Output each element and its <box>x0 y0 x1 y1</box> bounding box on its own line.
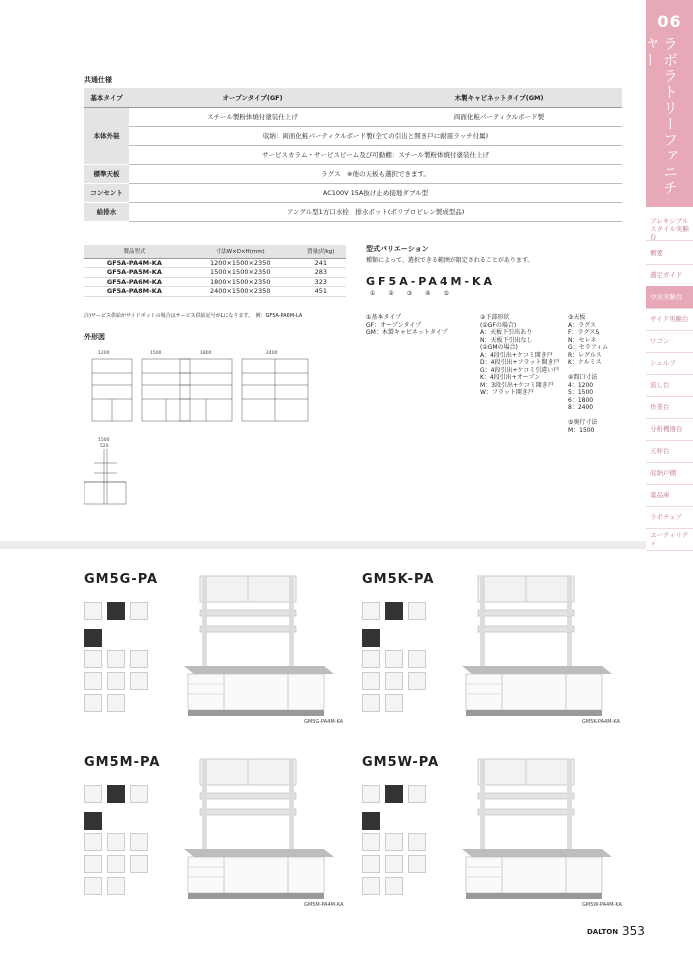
option-icon <box>362 785 380 803</box>
variation-line: K：4段引出+オープン <box>480 374 541 381</box>
variation-col-shape <box>480 314 566 397</box>
variation-line: (①GMの場合) <box>480 344 518 351</box>
option-icon <box>84 855 102 873</box>
spec-label-outlet: コンセント <box>84 183 129 202</box>
option-icon <box>408 672 426 690</box>
variation-heading: 型式バリエーション <box>366 245 429 253</box>
side-elevation <box>84 449 126 504</box>
model-cell: GF5A-PA6M-KA <box>84 277 185 287</box>
option-icon <box>130 785 148 803</box>
variation-line: 5：1500 <box>568 389 594 396</box>
product-note: 注)サービス供給がサイドポットの場合はサービス供給記号がLになります。 例：GF5A-PA6M-LA <box>84 313 303 319</box>
option-icon <box>385 833 403 851</box>
size-cell: 1500×1500×2350 <box>185 268 296 278</box>
variation-line: R：レグルス <box>568 351 602 359</box>
model-name: GM5M-PA <box>84 755 161 770</box>
section-number: 06 <box>657 12 682 31</box>
variation-line: ③天板 <box>568 314 586 321</box>
side-nav-item[interactable]: ワゴン <box>650 337 670 345</box>
option-icon <box>408 855 426 873</box>
option-icon <box>385 694 403 712</box>
option-icon <box>362 855 380 873</box>
variation-line <box>568 412 638 420</box>
table-row <box>84 268 346 278</box>
variation-line: A：天板下引出あり <box>480 329 533 336</box>
spec-cell: AC100V 15A抜け止め接地ダブル型 <box>129 183 622 202</box>
spec-cell: アングル型1方口水栓 排水ポット(ポリプロピレン製成型品) <box>129 202 622 221</box>
side-nav-separator <box>646 240 693 241</box>
size-cell: 2400×1500×2350 <box>185 287 296 297</box>
option-icon <box>107 672 125 690</box>
option-icon <box>84 833 102 851</box>
spec-cell: ラグス ※他の天板も選択できます。 <box>129 164 622 183</box>
option-icon <box>385 672 403 690</box>
dim-1800: 1800 <box>200 351 212 356</box>
marker: ① <box>370 290 376 297</box>
dim-1200: 1200 <box>98 351 110 356</box>
variation-line: GM：木製キャビネットタイプ <box>366 329 448 336</box>
side-nav-item[interactable]: サイド実験台 <box>650 315 689 323</box>
weight-cell: 283 <box>296 268 346 278</box>
side-nav-item[interactable]: 流し台 <box>650 381 670 389</box>
option-icon <box>408 650 426 668</box>
marker: ④ <box>425 290 431 297</box>
size-cell: 1200×1500×2350 <box>185 258 296 268</box>
cabinet-illustration <box>184 757 334 905</box>
size-cell: 1800×1500×2350 <box>185 277 296 287</box>
dim-2400: 2400 <box>266 351 278 356</box>
code-markers <box>370 290 490 298</box>
variation-line: 8：2400 <box>568 404 594 411</box>
option-icon <box>362 877 380 895</box>
option-icon <box>362 602 380 620</box>
variation-line <box>568 367 638 375</box>
option-icon <box>84 877 102 895</box>
side-nav-item[interactable]: フレキシブル スタイル実験台 <box>650 217 689 241</box>
dim-1500: 1500 <box>150 351 162 356</box>
option-icon <box>84 785 102 803</box>
variation-line: K：ケルミス <box>568 359 602 366</box>
spec-label-top: 標準天板 <box>84 164 129 183</box>
option-icon <box>408 785 426 803</box>
dim-depth-sub: 520 <box>100 444 109 449</box>
product-header: 製品型式 <box>84 245 185 258</box>
model-name: GM5W-PA <box>362 755 440 770</box>
option-icon <box>84 629 102 647</box>
spec-header-wood: 木製キャビネットタイプ(GM) <box>376 88 622 107</box>
front-elevation-2400 <box>242 359 308 421</box>
side-nav-item[interactable]: 薬品庫 <box>650 491 670 499</box>
marker: ③ <box>406 290 413 297</box>
variation-line: A：4段引出+ケコミ開き戸 <box>480 351 553 359</box>
side-nav-item[interactable]: 作業台 <box>650 403 670 411</box>
option-icon <box>130 602 148 620</box>
product-table <box>84 245 346 297</box>
variation-col-type <box>366 314 476 337</box>
option-icon <box>107 602 125 620</box>
variation-line: W：フラット開き戸 <box>480 389 534 396</box>
variation-line: ⑤奥行寸法 <box>568 419 598 426</box>
section-title: ラボラトリーファニチャー <box>641 36 679 196</box>
side-nav-separator <box>646 550 693 551</box>
option-icon <box>107 855 125 873</box>
table-row <box>84 258 346 268</box>
option-icon <box>107 650 125 668</box>
side-nav-item[interactable]: 概要 <box>650 249 663 257</box>
cabinet-illustration <box>462 757 612 905</box>
spec-heading: 共通仕様 <box>84 76 112 84</box>
section-divider <box>0 541 646 549</box>
variation-line: N：天板下引出なし <box>480 336 533 344</box>
option-icon <box>408 833 426 851</box>
side-nav-item[interactable]: 中央実験台 <box>646 286 693 308</box>
variation-line: ④間口寸法 <box>568 374 598 381</box>
side-nav-item[interactable]: ラボチェア <box>650 513 683 521</box>
side-nav-item[interactable]: 分析機器台 <box>650 425 683 433</box>
model-caption: GM5W-PA4M-KA <box>582 902 622 908</box>
option-icon <box>385 785 403 803</box>
side-nav-item[interactable]: シェルフ <box>650 359 676 367</box>
variation-description: 種類によって、選択できる範囲が限定されることがあります。 <box>366 257 534 264</box>
spec-label-body: 本体外装 <box>84 107 129 164</box>
spec-cell: スチール製粉体焼付塗装仕上げ <box>129 107 376 126</box>
marker: ② <box>388 290 394 297</box>
option-icon <box>107 877 125 895</box>
option-icon <box>362 650 380 668</box>
model-cell: GF5A-PA5M-KA <box>84 268 185 278</box>
cabinet-illustration <box>462 574 612 722</box>
option-icon <box>362 833 380 851</box>
option-icon <box>107 785 125 803</box>
variation-line: GF：オープンタイプ <box>366 321 422 329</box>
model-name: GM5K-PA <box>362 572 435 587</box>
table-row <box>84 287 346 297</box>
option-icon <box>408 602 426 620</box>
option-icon <box>84 812 102 830</box>
spec-label-water: 給排水 <box>84 202 129 221</box>
side-nav-item[interactable]: 天秤台 <box>650 447 670 455</box>
table-row <box>84 277 346 287</box>
product-header: 寸法W×D×H(mm) <box>185 245 296 258</box>
variation-line: 4：1200 <box>568 381 594 389</box>
weight-cell: 323 <box>296 277 346 287</box>
variation-line: (①GFの場合) <box>480 321 517 329</box>
weight-cell: 451 <box>296 287 346 297</box>
option-icon <box>107 833 125 851</box>
front-elevation-1800 <box>180 359 232 421</box>
variation-line: 6：1800 <box>568 396 594 404</box>
variation-line: ①基本タイプ <box>366 314 402 321</box>
model-caption: GM5K-PA4M-KA <box>582 719 620 725</box>
variation-line: D：4段引出+フラット開き戸 <box>480 359 560 366</box>
side-nav-item[interactable]: 選定ガイド <box>650 271 683 279</box>
variation-line: M：3段引出+ケコミ開き戸 <box>480 381 554 389</box>
cabinet-illustration <box>184 574 334 722</box>
marker: ⑤ <box>443 290 449 297</box>
option-icon <box>362 629 380 647</box>
variation-line: G：セラフィム <box>568 344 609 351</box>
spec-cell: 収納：両面化粧パーティクルボード製(全ての引出と開き戸に耐震ラッチ付属) <box>129 126 622 145</box>
option-icon <box>385 602 403 620</box>
product-header: 質量(約kg) <box>296 245 346 258</box>
option-icon <box>130 855 148 873</box>
spec-cell: 両面化粧パーティクルボード製 <box>376 107 622 126</box>
option-icon <box>130 650 148 668</box>
brand-logo: DALTON <box>587 928 619 936</box>
weight-cell: 241 <box>296 258 346 268</box>
spec-header-open: オープンタイプ(GF) <box>129 88 376 107</box>
variation-line: ②下部形状 <box>480 314 510 321</box>
option-icon <box>362 672 380 690</box>
option-icon <box>107 694 125 712</box>
outline-drawings <box>84 345 346 525</box>
spec-cell: サービスカラム・サービスビーム及び可動棚：スチール製粉体焼付塗装仕上げ <box>129 145 622 164</box>
option-icon <box>130 672 148 690</box>
option-icon <box>84 602 102 620</box>
variation-col-top <box>568 314 638 434</box>
spec-header-type: 基本タイプ <box>84 88 129 107</box>
option-icon <box>385 650 403 668</box>
option-icon <box>84 650 102 668</box>
model-caption: GM5G-PA4M-KA <box>304 719 344 725</box>
section-header <box>641 0 693 207</box>
dim-depth: 1500 <box>98 438 110 443</box>
variation-line: F：ラグスS <box>568 329 600 336</box>
model-name: GM5G-PA <box>84 572 159 587</box>
option-icon <box>130 833 148 851</box>
outline-heading: 外形図 <box>84 333 105 341</box>
model-cell: GF5A-PA4M-KA <box>84 258 185 268</box>
model-cell: GF5A-PA8M-KA <box>84 287 185 297</box>
option-icon <box>385 877 403 895</box>
front-elevation-1500 <box>142 359 190 421</box>
variation-line: N：セレネ <box>568 336 597 344</box>
model-caption: GM5M-PA4M-KA <box>304 902 344 908</box>
option-icon <box>84 672 102 690</box>
option-icon <box>362 694 380 712</box>
option-icon <box>84 694 102 712</box>
front-elevation-1200 <box>92 359 132 421</box>
variation-code: GF5A-PA4M-KA <box>366 275 496 288</box>
variation-line: G：4段引出+ケコミ引違い戸 <box>480 366 560 374</box>
option-icon <box>362 812 380 830</box>
spec-table <box>84 88 622 222</box>
variation-line: M：1500 <box>568 426 595 434</box>
option-icon <box>385 855 403 873</box>
page-number: 353 <box>622 924 645 938</box>
variation-line: A：ラグス <box>568 321 597 329</box>
side-nav-item[interactable]: ユーティリティ <box>650 531 689 547</box>
side-nav-item[interactable]: 収納戸棚 <box>650 469 676 477</box>
